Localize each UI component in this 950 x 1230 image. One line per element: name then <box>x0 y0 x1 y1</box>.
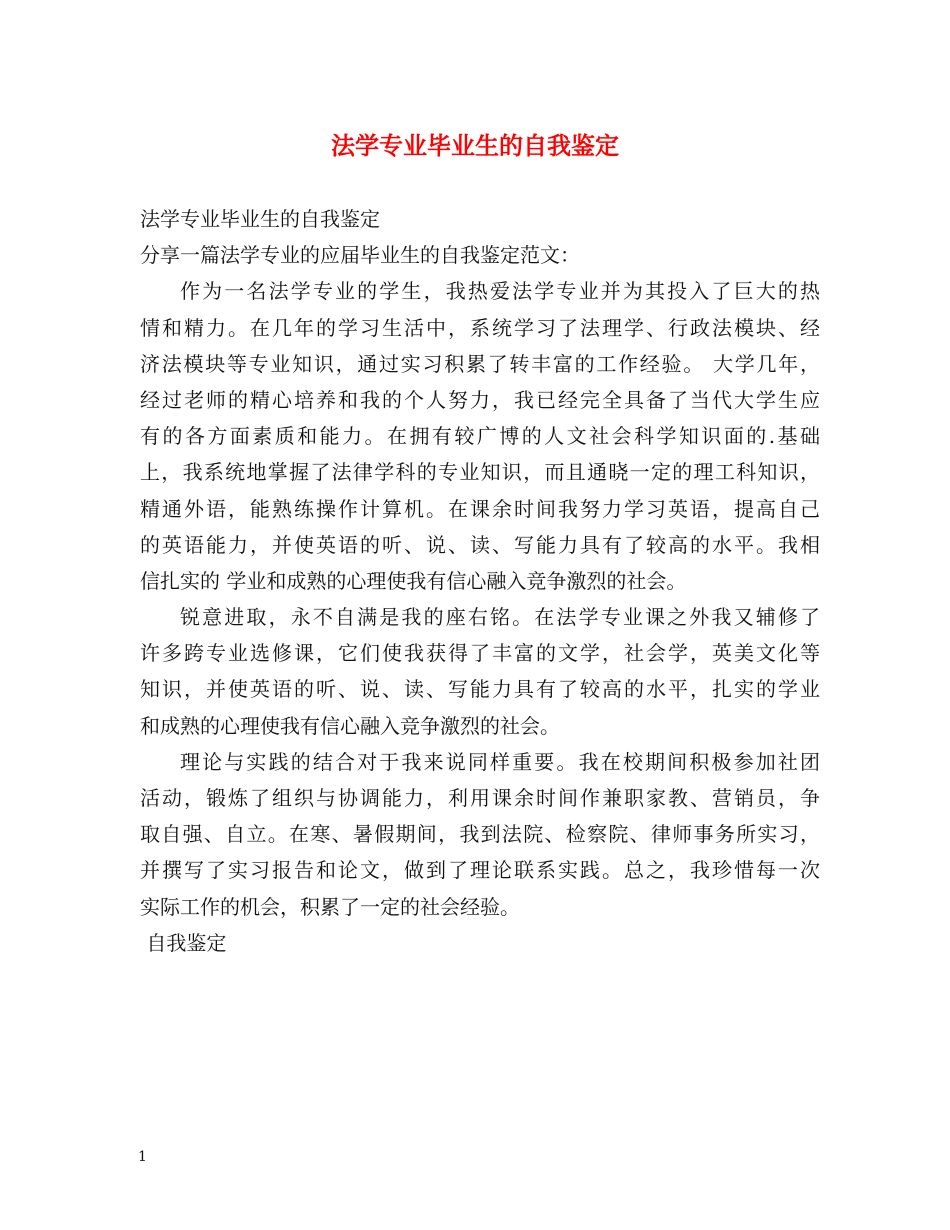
paragraph-2-line: 锐意进取，永不自满是我的座右铭。在法学专业课之外我又辅修了 <box>180 605 820 630</box>
paragraph-3-line: 取自强、自立。在寒、暑假期间，我到法院、检察院、律师事务所实习， <box>140 822 820 847</box>
closing-line: 自我鉴定 <box>140 930 227 955</box>
paragraph-1-line: 精通外语，能熟练操作计算机。在课余时间我努力学习英语，提高自己 <box>140 496 820 521</box>
paragraph-1-line: 经过老师的精心培养和我的个人努力，我已经完全具备了当代大学生应 <box>140 387 820 412</box>
paragraph-1-line: 信扎实的 学业和成熟的心理使我有信心融入竞争激烈的社会。 <box>140 568 687 593</box>
paragraph-3-line: 理论与实践的结合对于我来说同样重要。我在校期间积极参加社团 <box>180 749 820 774</box>
paragraph-2-line: 知识，并使英语的听、说、读、写能力具有了较高的水平，扎实的学业 <box>140 677 820 702</box>
document-body <box>140 201 820 961</box>
body-line-subtitle: 法学专业毕业生的自我鉴定 <box>140 207 380 231</box>
paragraph-1-line: 上，我系统地掌握了法律学科的专业知识，而且通晓一定的理工科知识， <box>140 460 820 485</box>
page-number: 1 <box>138 1149 147 1165</box>
document-title: 法学专业毕业生的自我鉴定 <box>331 131 619 160</box>
paragraph-3-line: 并撰写了实习报告和论文，做到了理论联系实践。总之，我珍惜每一次 <box>140 858 820 883</box>
paragraph-3-line: 活动，锻炼了组织与协调能力，利用课余时间作兼职家教、营销员，争 <box>140 786 820 810</box>
paragraph-1-line: 济法模块等专业知识，通过实习积累了转丰富的工作经验。 大学几年， <box>140 351 820 376</box>
paragraph-1-line: 有的各方面素质和能力。在拥有较广博的人文社会科学知识面的.基础 <box>140 424 820 449</box>
paragraph-1-line: 的英语能力，并使英语的听、说、读、写能力具有了较高的水平。我相 <box>140 532 820 557</box>
paragraph-2-line: 许多跨专业选修课，它们使我获得了丰富的文学，社会学，英美文化等 <box>140 641 820 666</box>
paragraph-1-line: 作为一名法学专业的学生，我热爱法学专业并为其投入了巨大的热 <box>180 279 820 304</box>
paragraph-1-line: 情和精力。在几年的学习生活中，系统学习了法理学、行政法模块、经 <box>140 315 820 340</box>
paragraph-2-line: 和成熟的心理使我有信心融入竞争激烈的社会。 <box>140 713 560 738</box>
paragraph-3-line: 实际工作的机会，积累了一定的社会经验。 <box>140 894 520 919</box>
body-line-intro: 分享一篇法学专业的应届毕业生的自我鉴定范文： <box>140 243 580 268</box>
